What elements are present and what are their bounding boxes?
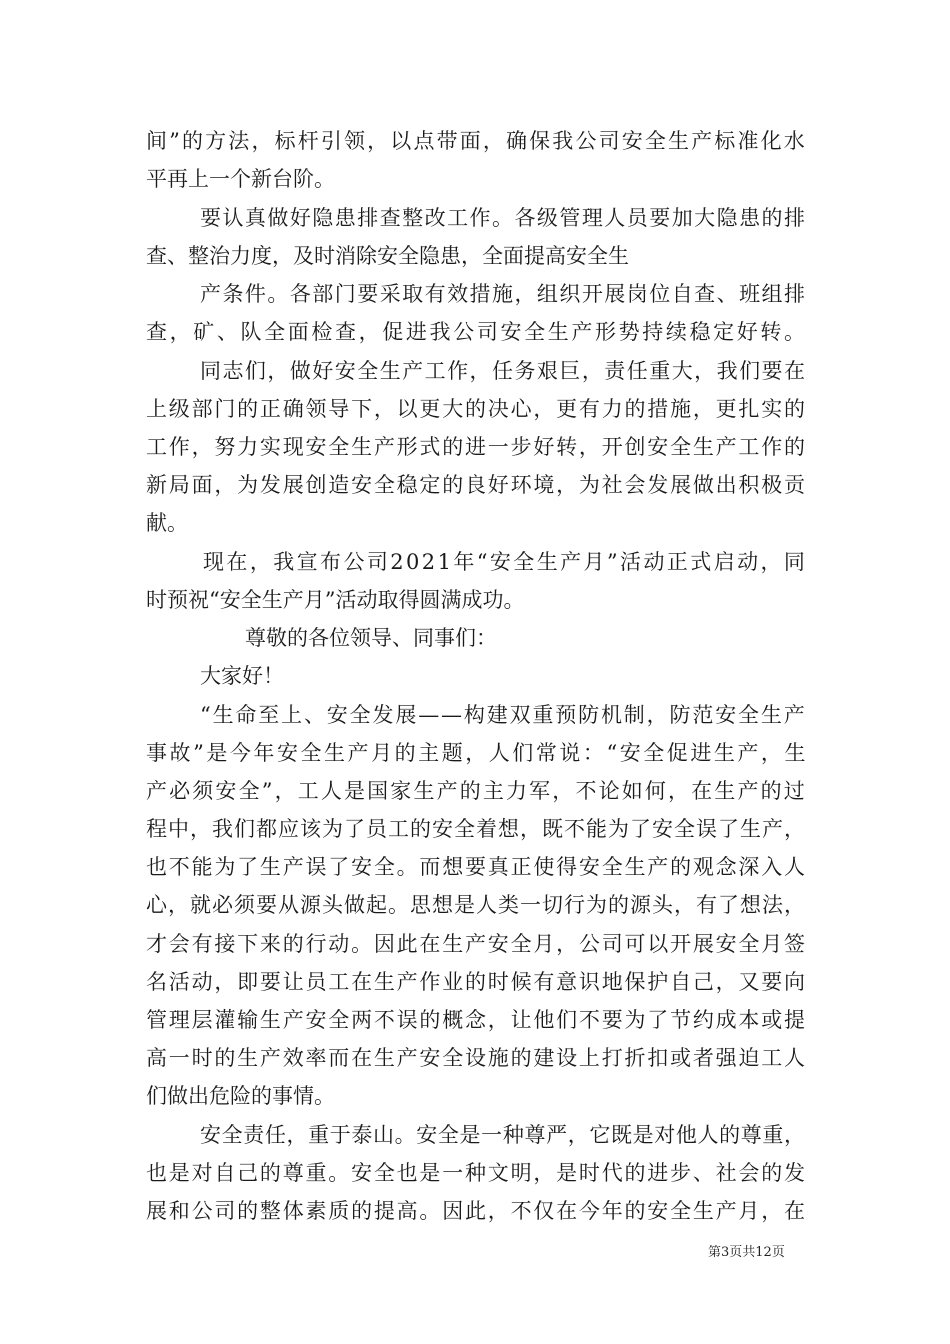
text-line: 产必须安全”，工人是国家生产的主力军，不论如何，在生产的过 — [146, 779, 807, 803]
text-line: 现在，我宣布公司2021年“安全生产月”活动正式启动，同 — [203, 550, 808, 574]
text-line: 心，就必须要从源头做起。思想是人类一切行为的源头，有了想法， — [146, 893, 806, 917]
text-line: 间”的方法，标杆引领，以点带面，确保我公司安全生产标准化水 — [146, 129, 807, 153]
text-line: 事故”是今年安全生产月的主题，人们常说：“安全促进生产，生 — [146, 741, 809, 765]
text-line: 产条件。各部门要采取有效措施，组织开展岗位自查、班组排 — [200, 282, 807, 306]
text-line: 查，矿、队全面检查，促进我公司安全生产形势持续稳定好转。 — [146, 320, 808, 344]
text-line: 展和公司的整体素质的提高。因此，不仅在今年的安全生产月，在 — [146, 1199, 807, 1223]
salutation: 尊敬的各位领导、同事们： — [245, 626, 497, 650]
text-line: 要认真做好隐患排查整改工作。各级管理人员要加大隐患的排 — [200, 206, 807, 230]
text-line: 时预祝“安全生产月”活动取得圆满成功。 — [146, 588, 525, 612]
text-line: 也是对自己的尊重。安全也是一种文明，是时代的进步、社会的发 — [146, 1161, 807, 1185]
text-line: 也不能为了生产误了安全。而想要真正使得安全生产的观念深入人 — [146, 855, 807, 879]
text-line: 上级部门的正确领导下，以更大的决心，更有力的措施，更扎实的 — [146, 397, 807, 421]
text-line: 名活动，即要让员工在生产作业的时候有意识地保护自己，又要向 — [146, 970, 807, 994]
text-line: 新局面，为发展创造安全稳定的良好环境，为社会发展做出积极贡 — [146, 473, 807, 497]
text-line: 程中，我们都应该为了员工的安全着想，既不能为了安全误了生产， — [146, 817, 806, 841]
text-line: 管理层灌输生产安全两不误的概念，让他们不要为了节约成本或提 — [146, 1008, 807, 1032]
text-line: 查、整治力度，及时消除安全隐患，全面提高安全生 — [146, 244, 629, 268]
text-line: 才会有接下来的行动。因此在生产安全月，公司可以开展安全月签 — [146, 932, 807, 956]
greeting: 大家好！ — [200, 664, 284, 688]
text-line: 平再上一个新台阶。 — [146, 167, 335, 191]
text-line: 安全责任，重于泰山。安全是一种尊严，它既是对他人的尊重， — [200, 1123, 806, 1147]
text-line: “生命至上、安全发展——构建双重预防机制，防范安全生产 — [200, 703, 807, 727]
text-line: 同志们，做好安全生产工作，任务艰巨，责任重大，我们要在 — [200, 359, 807, 383]
text-line: 工作，努力实现安全生产形式的进一步好转，开创安全生产工作的 — [146, 435, 807, 459]
text-line: 们做出危险的事情。 — [146, 1084, 335, 1108]
page-number-footer: 第3页共12页 — [708, 1245, 785, 1260]
text-line: 高一时的生产效率而在生产安全设施的建设上打折扣或者强迫工人 — [146, 1046, 807, 1070]
text-line: 献。 — [146, 511, 188, 535]
